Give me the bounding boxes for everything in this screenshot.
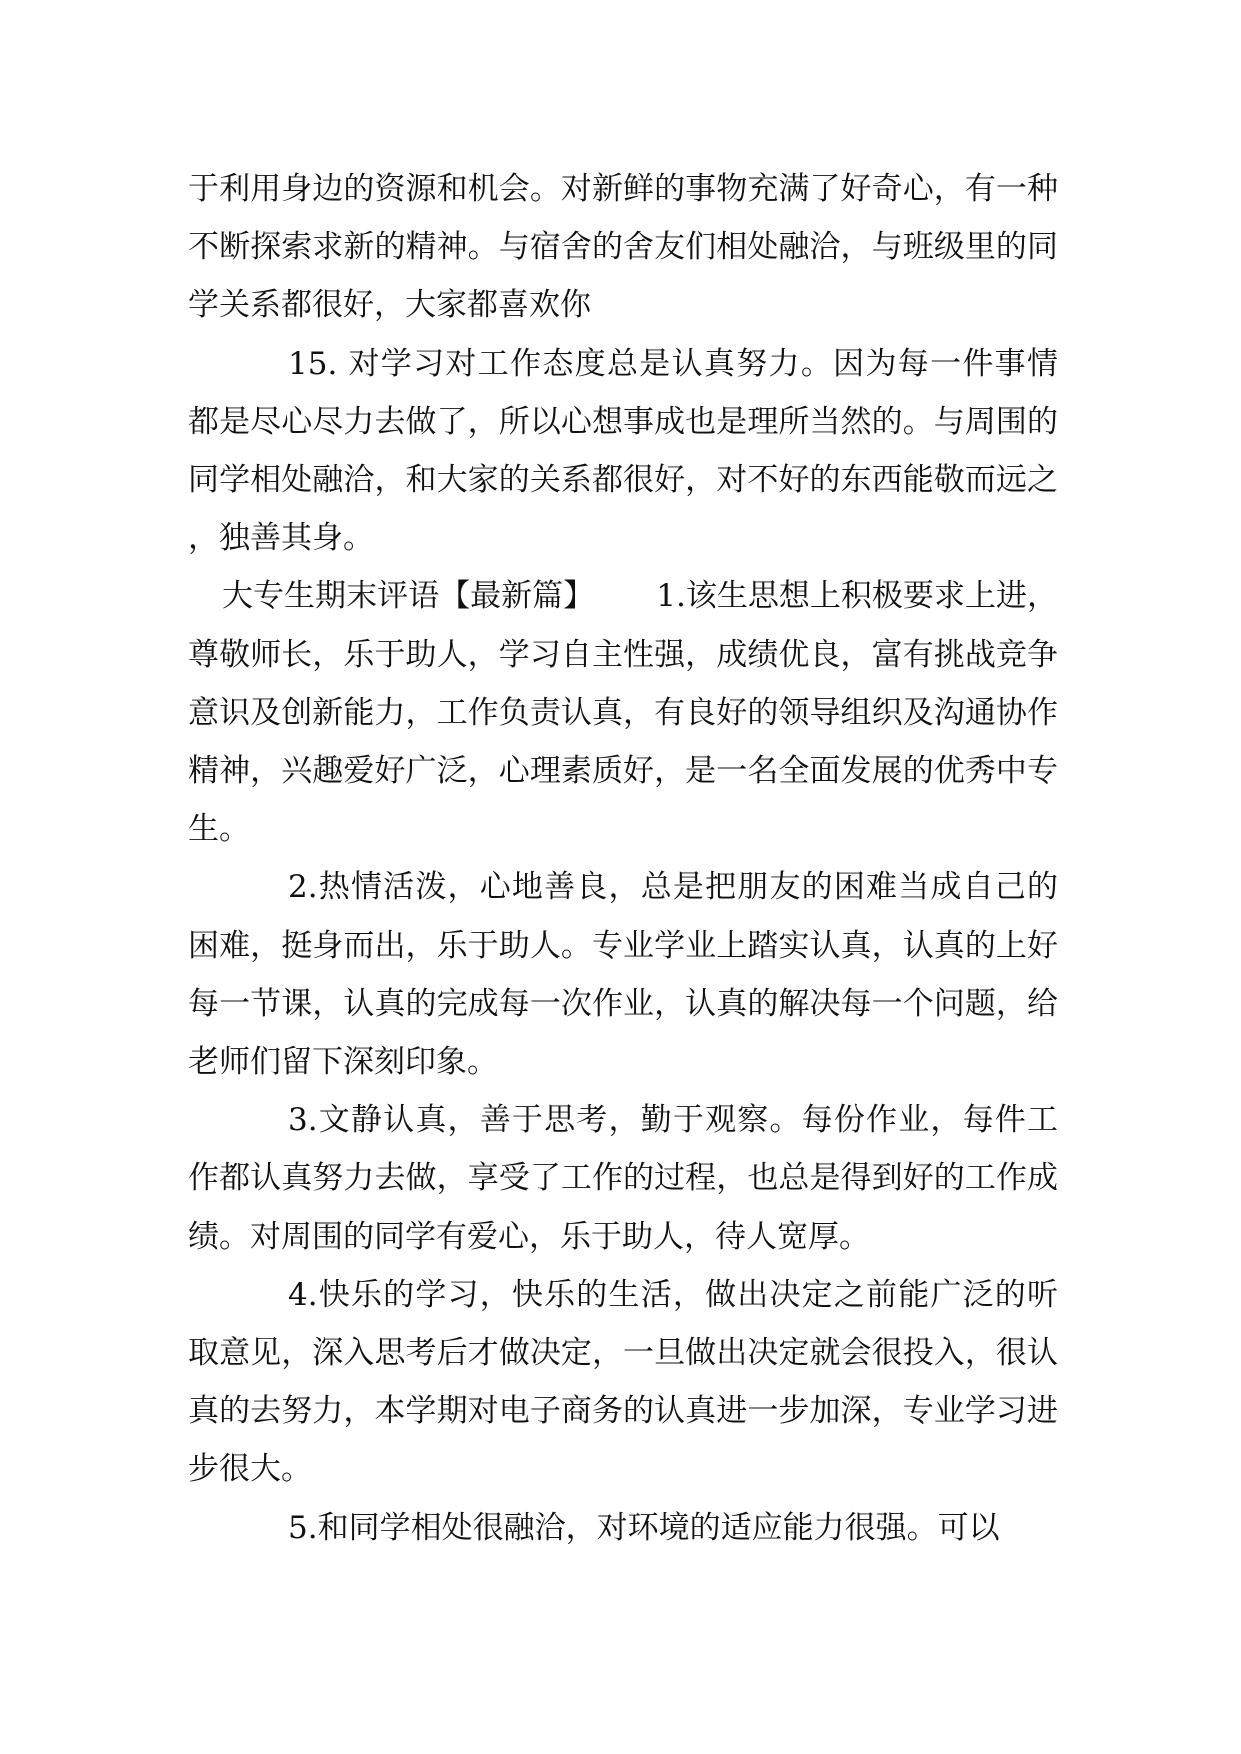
paragraph-continued: 于利用身边的资源和机会。对新鲜的事物充满了好奇心，有一种不断探索求新的精神。与宿舍的舍友们相处融洽，与班级里的同学关系都很好，大家都喜欢你 [188,171,1058,324]
paragraph-item-1: 1.该生思想上积极要求上进，尊敬师长，乐于助人，学习自主性强，成绩优良，富有挑战竞争意识及创新能力，工作负责认真，有良好的领导组织及沟通协作精神，兴趣爱好广泛，心理素质好，是一名全面发展的优秀中专生。 [188,578,1059,848]
paragraph-section-start [188,567,1058,858]
paragraph-item-4: 4.快乐的学习，快乐的生活，做出决定之前能广泛的听取意见，深入思考后才做决定，一旦做出决定就会很投入，很认真的去努力，本学期对电子商务的认真进一步加深，专业学习进步很大。 [188,1276,1058,1488]
paragraph-item-15: 15. 对学习对工作态度总是认真努力。因为每一件事情都是尽心尽力去做了，所以心想事成也是理所当然的。与周围的同学相处融洽，和大家的关系都很好，对不好的东西能敬而远之，独善其身。 [188,345,1058,557]
paragraph-item-3: 3.文静认真，善于思考，勤于观察。每份作业，每件工作都认真努力去做，享受了工作的过程，也总是得到好的工作成绩。对周围的同学有爱心，乐于助人，待人宽厚。 [188,1102,1058,1255]
section-heading: 大专生期末评语【最新篇】 [222,578,595,615]
paragraph-item-2: 2.热情活泼，心地善良，总是把朋友的困难当成自己的困难，挺身而出，乐于助人。专业学业上踏实认真，认真的上好每一节课，认真的完成每一次作业，认真的解决每一个问题，给老师们留下深刻印象。 [188,869,1058,1081]
document-page [188,160,1058,1557]
paragraph-item-5: 5.和同学相处很融洽，对环境的适应能力很强。可以 [288,1509,1000,1546]
